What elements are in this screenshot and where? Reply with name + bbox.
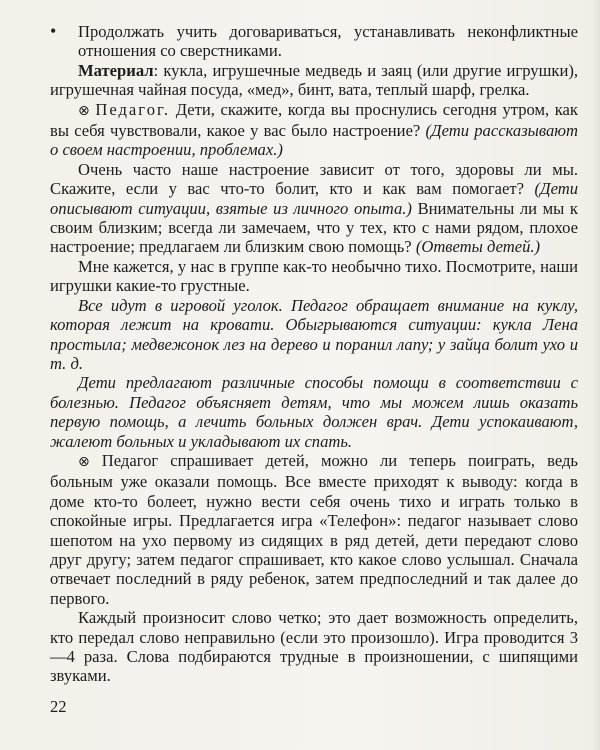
telephone-game-text: Педагог спрашивает детей, можно ли теперь поиграть, ведь больным уже оказали помощь. Все вместе приходят к выводу: когда в доме кто-то болеет, нужно вести себя очень тихо и играть только в спокойные игры. Предлагается игра «Телефон»: педагог называет слово шепотом на ухо первому из сидящих в ряд детей, дети передают слово друг другу; затем педагог спрашивает, кто какое слово услышал. Сначала отвечает последний в ряду ребенок, затем предпоследний и так далее до первого. [50, 450, 578, 608]
page-number: 22 [50, 697, 67, 716]
stage-direction: (Дети описывают ситуации, взятые из личного опыта.) [50, 179, 578, 218]
speaker-label: Педагог. [95, 99, 171, 119]
material-paragraph [50, 61, 578, 100]
stage-direction: Дети предлагают различные способы помощи в соответствии с болезнью. Педагог объясняет детям, что мы можем лишь оказать первую помощь, а лечить больных должен врач. Дети успокаивают, жалеют больных и укладывают их спать. [50, 373, 578, 451]
game-marker-icon: ⊗ [78, 453, 90, 470]
material-label: Материал [78, 60, 154, 80]
game-marker-icon: ⊗ [78, 102, 90, 119]
quiet-paragraph: Мне кажется, у нас в группе как-то необычно тихо. Посмотрите, наши игрушки какие-то грустные. [50, 256, 578, 296]
mood-text-1: Очень часто наше настроение зависит от того, здоровы ли мы. Скажите, если у вас что-то болит, кто и как вам помогает? [50, 159, 578, 199]
bullet-icon: • [50, 21, 57, 41]
page-edge-shadow [592, 0, 600, 750]
stage-direction: (Ответы детей.) [415, 237, 541, 257]
stage-direction: (Дети рассказывают о своем настроении, проблемах.) [50, 121, 578, 160]
goal-text: Продолжать учить договариваться, устанавливать неконфликтные отношения со сверстниками. [78, 22, 578, 61]
goal-bullet-item [50, 22, 578, 61]
teacher-paragraph-1 [50, 100, 578, 160]
telephone-game-paragraph [50, 451, 578, 608]
material-text: : кукла, игрушечные медведь и заяц (или другие игрушки), игрушечная чайная посуда, «мед», бинт, вата, теплый шарф, грелка. [50, 60, 578, 100]
stage-direction: Все идут в игровой уголок. Педагог обращает внимание на куклу, которая лежит на кровати. Обыгрываются ситуации: кукла Лена простыла; медвежонок лез на дерево и поранил лапу; у зайца болит ухо и т. д. [50, 295, 578, 373]
mood-text-2: Внимательны ли мы к своим близким; всегда ли замечаем, что у тех, кто с нами рядом, плохое настроение; предлагаем ли близким свою помощь? [50, 198, 578, 257]
play-corner-paragraph [50, 296, 578, 374]
rules-paragraph: Каждый произносит слово четко; это дает возможность определить, кто передал слово неправильно (если это произошло). Игра проводится 3—4 раза. Слова подбираются трудные в произношении, с шипящими звуками. [50, 608, 578, 686]
help-paragraph [50, 373, 578, 451]
page-content [50, 22, 578, 686]
teacher-speech: Дети, скажите, когда вы проснулись сегодня утром, как вы себя чувствовали, какое у вас было настроение? [50, 99, 578, 141]
mood-paragraph [50, 160, 578, 257]
